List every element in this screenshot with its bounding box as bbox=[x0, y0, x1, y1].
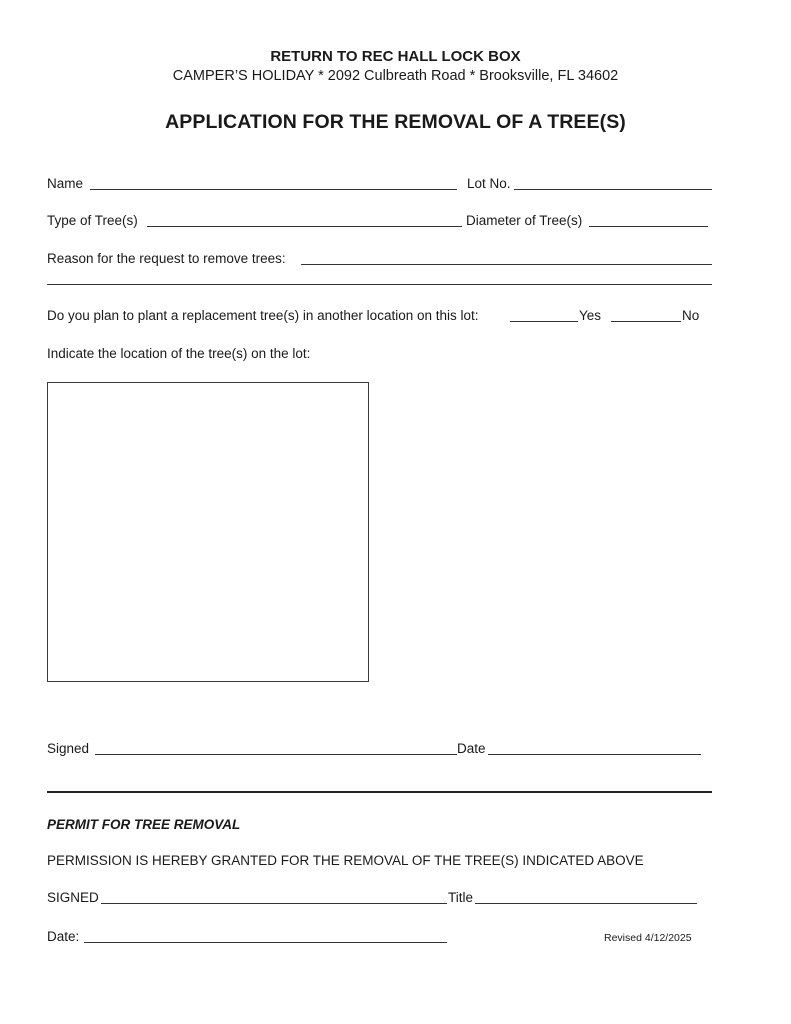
replant-no-field[interactable] bbox=[611, 321, 681, 322]
replant-yes-label: Yes bbox=[579, 308, 602, 323]
tree-diameter-label: Diameter of Tree(s) bbox=[466, 213, 583, 228]
section-divider bbox=[47, 791, 712, 793]
applicant-signed-label: Signed bbox=[47, 741, 90, 756]
park-address: CAMPER’S HOLIDAY * 2092 Culbreath Road * Brooksville, FL 34602 bbox=[172, 68, 619, 84]
tree-diameter-field[interactable] bbox=[589, 226, 708, 227]
form-title: APPLICATION FOR THE REMOVAL OF A TREE(S) bbox=[165, 111, 626, 133]
revision-date: Revised 4/12/2025 bbox=[604, 932, 692, 944]
reason-label: Reason for the request to remove trees: bbox=[47, 251, 286, 266]
permit-title-label: Title bbox=[448, 890, 474, 905]
permit-signature-field[interactable] bbox=[101, 903, 447, 904]
permit-title-field[interactable] bbox=[475, 903, 697, 904]
applicant-date-field[interactable] bbox=[488, 754, 701, 755]
tree-type-field[interactable] bbox=[147, 226, 462, 227]
tree-type-label: Type of Tree(s) bbox=[47, 213, 138, 228]
reason-field-continued[interactable] bbox=[47, 284, 712, 285]
permit-date-field[interactable] bbox=[84, 942, 447, 943]
replant-yes-field[interactable] bbox=[510, 321, 578, 322]
lot-number-label: Lot No. bbox=[467, 176, 511, 191]
lot-number-field[interactable] bbox=[514, 189, 712, 190]
reason-field[interactable] bbox=[301, 264, 712, 265]
permit-heading: PERMIT FOR TREE REMOVAL bbox=[47, 817, 241, 832]
location-label: Indicate the location of the tree(s) on the lot: bbox=[47, 346, 311, 361]
tree-location-sketch-box[interactable] bbox=[47, 382, 369, 682]
replant-question: Do you plan to plant a replacement tree(s) in another location on this lot: bbox=[47, 308, 479, 323]
applicant-date-label: Date bbox=[457, 741, 486, 756]
name-field[interactable] bbox=[90, 189, 457, 190]
return-instruction: RETURN TO REC HALL LOCK BOX bbox=[270, 48, 521, 65]
permit-signed-label: SIGNED bbox=[47, 890, 99, 905]
replant-no-label: No bbox=[682, 308, 700, 323]
name-label: Name bbox=[47, 176, 84, 191]
permit-date-label: Date: bbox=[47, 929, 80, 944]
permit-statement: PERMISSION IS HEREBY GRANTED FOR THE REMOVAL OF THE TREE(S) INDICATED ABOVE bbox=[47, 853, 644, 868]
applicant-signature-field[interactable] bbox=[95, 754, 457, 755]
